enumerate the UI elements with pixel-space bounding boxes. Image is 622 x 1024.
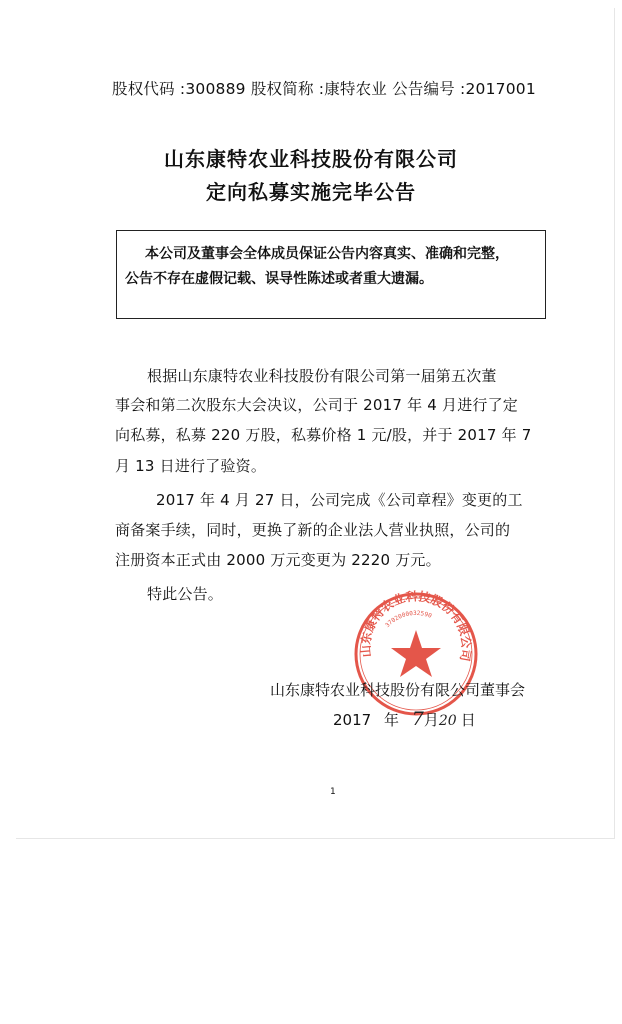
disclaimer-box: [116, 230, 546, 319]
paragraph-1-line-4: 月 13 日进行了验资。: [115, 457, 267, 475]
closing-text: 特此公告。: [147, 585, 224, 603]
paragraph-2-line-3: 注册资本正式由 2000 万元变更为 2220 万元。: [115, 551, 441, 569]
date-month-char: 月: [423, 711, 439, 729]
stock-code-header: 股权代码 :300889 股权简称 :康特农业 公告编号 :2017001: [112, 80, 536, 98]
paragraph-1-line-2: 事会和第二次股东大会决议，公司于 2017 年 4 月进行了定: [115, 396, 518, 414]
paragraph-2-line-1: 2017 年 4 月 27 日，公司完成《公司章程》变更的工: [156, 491, 523, 509]
disclaimer-line-2: 公告不存在虚假记载、误导性陈述或者重大遗漏。: [125, 271, 433, 287]
seal-star-icon: [391, 630, 441, 677]
disclaimer-line-1: 本公司及董事会全体成员保证公告内容真实、准确和完整，: [145, 246, 509, 262]
seal-company-text: 山东康特农业科技股份有限公司: [358, 590, 474, 663]
page-number: 1: [330, 787, 336, 797]
date-year-char: 年: [383, 711, 399, 729]
paragraph-1-line-1: 根据山东康特农业科技股份有限公司第一届第五次董: [147, 367, 497, 385]
date-year: 2017: [333, 711, 372, 729]
paragraph-1-line-3: 向私募，私募 220 万股，私募价格 1 元/股，并于 2017 年 7: [115, 426, 532, 444]
date-day-char: 日: [460, 711, 476, 729]
seal-code-text: 3702000032590: [384, 609, 433, 630]
paragraph-2-line-2: 商备案手续，同时，更换了新的企业法人营业执照，公司的: [115, 521, 511, 539]
board-signature: 山东康特农业科技股份有限公司董事会: [270, 681, 526, 699]
company-title: 山东康特农业科技股份有限公司: [164, 147, 458, 171]
announcement-title: 定向私募实施完毕公告: [206, 180, 416, 204]
date-month-handwritten: 7: [411, 708, 424, 730]
signature-date: [333, 708, 476, 730]
date-day-handwritten: 20: [438, 713, 457, 729]
